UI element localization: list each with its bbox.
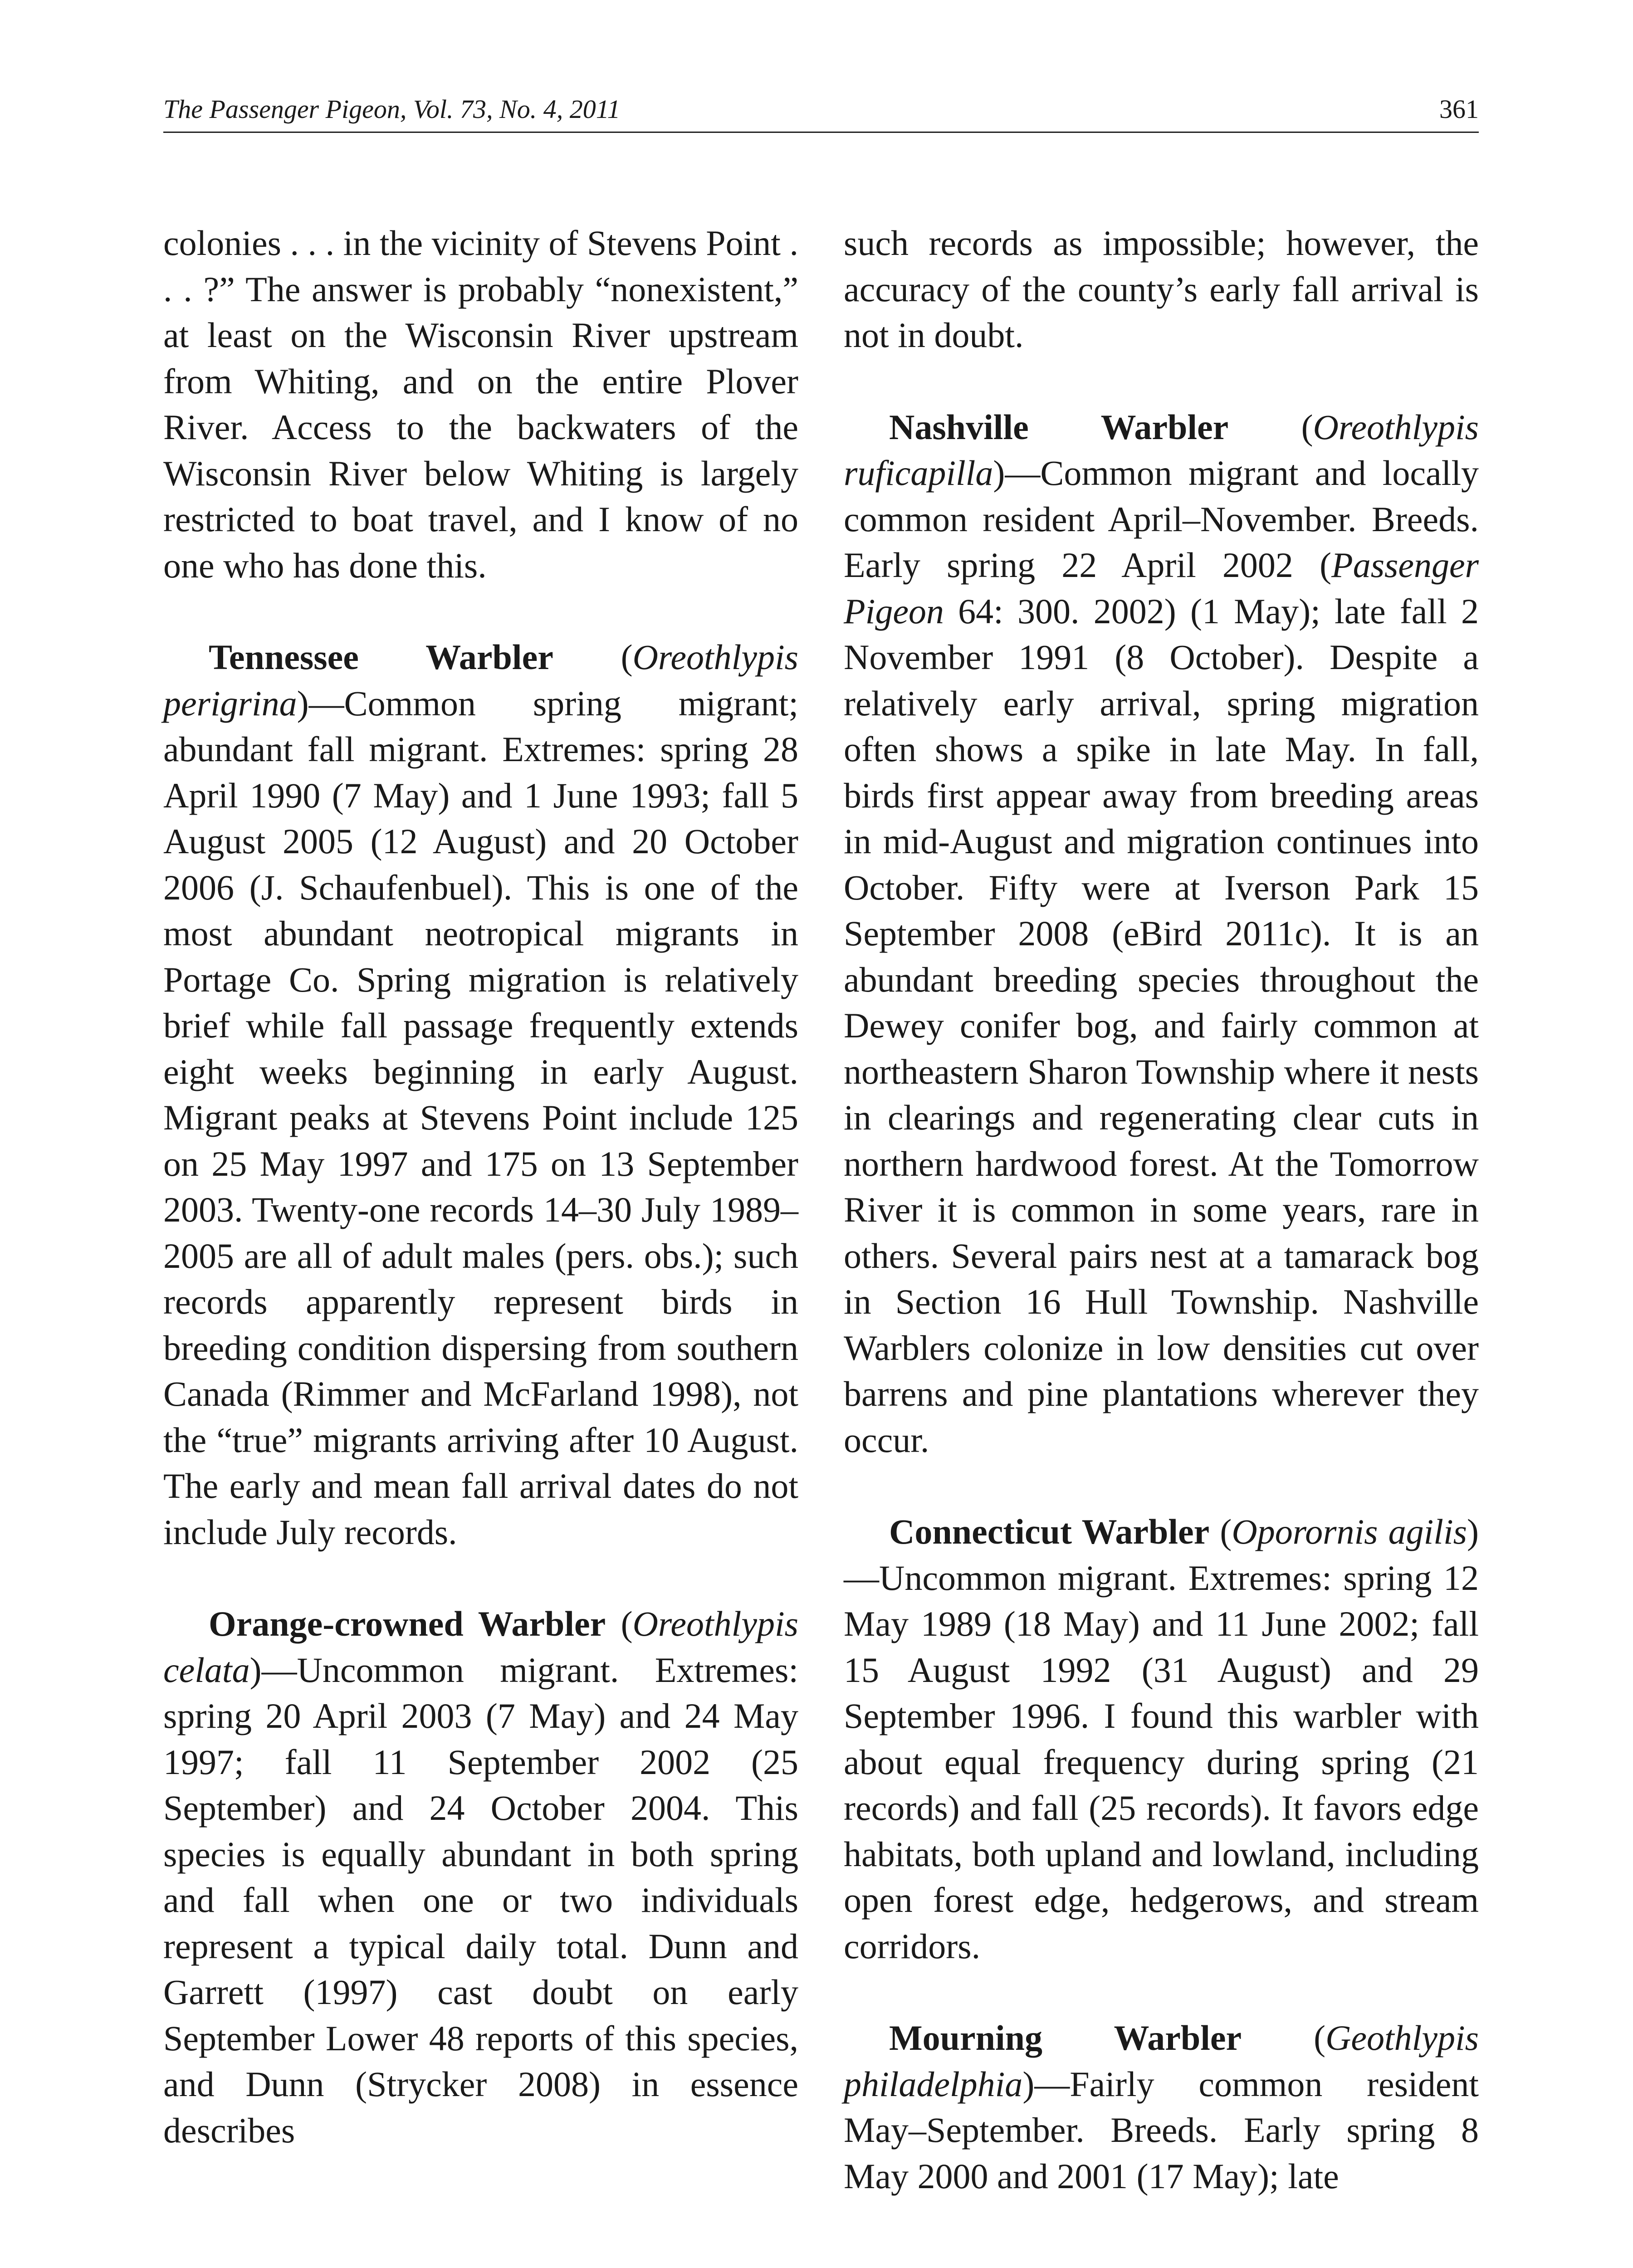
- species-name: Nashville Warbler: [889, 407, 1229, 447]
- species-account: —Uncommon migrant. Extremes: spring 20 April 2003 (7 May) and 24 May 1997; fall 11 September 2002 (25 September) and 24 October 2004. This species is equally abundant in both spring and fall when one or two individuals represent a typical daily total. Dunn and Garrett (1997) cast doubt on early September Lower 48 reports of this species, and Dunn (Strycker 2008) in essence describes: [163, 1650, 798, 2150]
- species-entry-orange-crowned-warbler: Orange-crowned Warbler (Oreothlypis celata)—Uncommon migrant. Extremes: spring 20 April 2003 (7 May) and 24 May 1997; fall 11 September 2002 (25 September) and 24 October 2004. This species is equally abundant in both spring and fall when one or two individuals represent a typical daily total. Dunn and Garrett (1997) cast doubt on early September Lower 48 reports of this species, and Dunn (Strycker 2008) in essence describes: [163, 1604, 798, 2150]
- species-entry-connecticut-warbler: Connecticut Warbler (Oporornis agilis)—Uncommon migrant. Extremes: spring 12 May 1989 (18 May) and 11 June 2002; fall 15 August 1992 (31 August) and 29 September 1996. I found this warbler with about equal frequency during spring (21 records) and fall (25 records). It favors edge habitats, both upland and lowland, including open forest edge, hedgerows, and stream corridors.: [844, 1512, 1479, 1966]
- species-account: —Common spring migrant; abundant fall migrant. Extremes: spring 28 April 1990 (7 May) and 1 June 1993; fall 5 August 2005 (12 August) and 20 October 2006 (J. Schaufenbuel). This is one of the most abundant neotropical migrants in Portage Co. Spring migration is relatively brief while fall passage frequently extends eight weeks beginning in early August. Migrant peaks at Stevens Point include 125 on 25 May 1997 and 175 on 13 September 2003. Twenty-one records 14–30 July 1989–2005 are all of adult males (pers. obs.); such records apparently represent birds in breeding condition dispersing from southern Canada (Rimmer and McFarland 1998), not the “true” migrants arriving after 10 August. The early and mean fall arrival dates do not include July records.: [163, 683, 798, 1552]
- species-name: Mourning Warbler: [889, 2018, 1242, 2058]
- scientific-name: Oporornis agilis: [1232, 1512, 1467, 1551]
- species-name: Orange-crowned Warbler: [209, 1604, 606, 1643]
- scientific-name: Oreothlypis ruficapilla: [844, 407, 1479, 493]
- species-account-part: —Common migrant and locally common resident April–November. Breeds. Early spring 22 April 2002 (: [844, 453, 1479, 585]
- scientific-name: Geothlypis philadelphia: [844, 2018, 1479, 2104]
- scientific-name: Oreothlypis perigrina: [163, 637, 798, 723]
- intro-paragraph: colonies . . . in the vicinity of Stevens Point . . . ?” The answer is probably “nonexistent,” at least on the Wisconsin River upstream from Whiting, and on the entire Plover River. Access to the backwaters of the Wisconsin River below Whiting is largely restricted to boat travel, and I know of no one who has done this.: [163, 223, 798, 585]
- scientific-name: Oreothlypis celata: [163, 1604, 798, 1690]
- continuation-paragraph: such records as impossible; however, the accuracy of the county’s early fall arrival is not in doubt.: [844, 223, 1479, 355]
- right-column: [844, 220, 1479, 2199]
- species-account: —Fairly common resident May–September. Breeds. Early spring 8 May 2000 and 2001 (17 May); late: [844, 2064, 1479, 2196]
- species-account: —Uncommon migrant. Extremes: spring 12 May 1989 (18 May) and 11 June 2002; fall 15 August 1992 (31 August) and 29 September 1996. I found this warbler with about equal frequency during spring (21 records) and fall (25 records). It favors edge habitats, both upland and lowland, including open forest edge, hedgerows, and stream corridors.: [844, 1558, 1479, 1966]
- left-column: [163, 220, 798, 2153]
- citation-title: Passenger Pigeon: [844, 545, 1479, 631]
- species-entry-tennessee-warbler: Tennessee Warbler (Oreothlypis perigrina)—Common spring migrant; abundant fall migrant. Extremes: spring 28 April 1990 (7 May) and 1 June 1993; fall 5 August 2005 (12 August) and 20 October 2006 (J. Schaufenbuel). This is one of the most abundant neotropical migrants in Portage Co. Spring migration is relatively brief while fall passage frequently extends eight weeks beginning in early August. Migrant peaks at Stevens Point include 125 on 25 May 1997 and 175 on 13 September 2003. Twenty-one records 14–30 July 1989–2005 are all of adult males (pers. obs.); such records apparently represent birds in breeding condition dispersing from southern Canada (Rimmer and McFarland 1998), not the “true” migrants arriving after 10 August. The early and mean fall arrival dates do not include July records.: [163, 637, 798, 1552]
- journal-citation: The Passenger Pigeon, Vol. 73, No. 4, 2011: [163, 94, 621, 124]
- species-name: Connecticut Warbler: [889, 1512, 1210, 1551]
- running-header: [163, 86, 1479, 133]
- species-entry-mourning-warbler: Mourning Warbler (Geothlypis philadelphia)—Fairly common resident May–September. Breeds. Early spring 8 May 2000 and 2001 (17 May); late: [844, 2018, 1479, 2196]
- species-entry-nashville-warbler: Nashville Warbler (Oreothlypis ruficapilla)—Common migrant and locally common resident April–November. Breeds. Early spring 22 April 2002 (Passenger Pigeon 64: 300. 2002) (1 May); late fall 2 November 1991 (8 October). Despite a relatively early arrival, spring migration often shows a spike in late May. In fall, birds first appear away from breeding areas in mid-August and migration continues into October. Fifty were at Iverson Park 15 September 2008 (eBird 2011c). It is an abundant breeding species throughout the Dewey conifer bog, and fairly common at northeastern Sharon Township where it nests in clearings and regenerating clear cuts in northern hardwood forest. At the Tomorrow River it is common in some years, rare in others. Several pairs nest at a tamarack bog in Section 16 Hull Township. Nashville Warblers colonize in low densities cut over barrens and pine plantations wherever they occur.: [844, 407, 1479, 1460]
- species-account-part: 64: 300. 2002) (1 May); late fall 2 November 1991 (8 October). Despite a relatively early arrival, spring migration often shows a spike in late May. In fall, birds first appear away from breeding areas in mid-August and migration continues into October. Fifty were at Iverson Park 15 September 2008 (eBird 2011c). It is an abundant breeding species throughout the Dewey conifer bog, and fairly common at northeastern Sharon Township where it nests in clearings and regenerating clear cuts in northern hardwood forest. At the Tomorrow River it is common in some years, rare in others. Several pairs nest at a tamarack bog in Section 16 Hull Township. Nashville Warblers colonize in low densities cut over barrens and pine plantations wherever they occur.: [844, 591, 1479, 1460]
- species-name: Tennessee Warbler: [209, 637, 553, 677]
- page-number: 361: [1439, 94, 1479, 124]
